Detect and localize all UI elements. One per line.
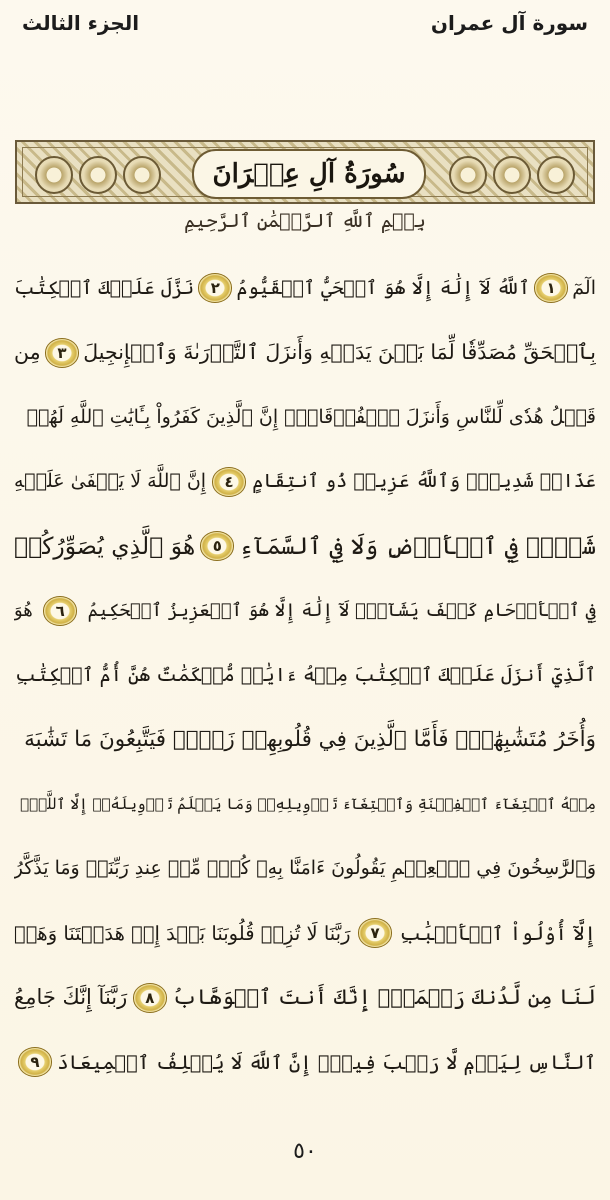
banner-ornament-icon [35, 156, 73, 194]
verse-text[interactable]: إِلَّآ أُوْلُواْ ٱلۡأَلۡبَٰبِ [399, 921, 596, 945]
basmala: بِسۡمِ ٱللَّهِ ٱلرَّحۡمَٰنِ ٱلرَّحِيمِ [184, 210, 426, 232]
verse-line [14, 772, 596, 837]
verse-text[interactable]: بِٱلۡحَقِّ مُصَدِّقٗا لِّمَا بَيۡنَ يَدَيۡهِ وَأَنزَلَ ٱلتَّوۡرَىٰةَ وَٱلۡإِنجِيلَ [83, 340, 596, 365]
surah-name: سُورَةُ آلِ عِمۡرَانَ [212, 159, 406, 189]
surah-title: سورة آل عمران [430, 11, 588, 35]
ayah-number-marker[interactable]: ٧ [358, 918, 392, 948]
verse-text[interactable]: ٱللَّهُ لَآ إِلَٰهَ إِلَّا هُوَ ٱلۡحَيُّ ٱلۡقَيُّومُ [236, 276, 530, 299]
surah-name-cartouche [192, 149, 426, 199]
ayah-number-marker[interactable]: ٨ [133, 983, 167, 1013]
verse-line [14, 450, 596, 515]
ayah-number-marker[interactable]: ١ [534, 273, 568, 303]
verse-text[interactable]: ٱلَّذِيٓ أَنزَلَ عَلَيۡكَ ٱلۡكِتَٰبَ مِنۡهُ ءَايَٰتٞ مُّحۡكَمَٰتٌ هُنَّ أُمُّ ٱلۡكِتَٰبِ [15, 663, 596, 686]
banner-ornament-icon [123, 156, 161, 194]
verse-text[interactable]: عَذَابٞ شَدِيدٞۗ وَٱللَّهُ عَزِيزٞ ذُو ٱنتِقَامٍ [252, 470, 596, 493]
page-header [0, 0, 610, 46]
verse-text[interactable]: هُوَ [14, 599, 33, 621]
verse-text[interactable]: فِي ٱلۡأَرۡحَامِ كَيۡفَ يَشَآءُۚ لَآ إِلَٰهَ إِلَّا هُوَ ٱلۡعَزِيزُ ٱلۡحَكِيمُ [87, 599, 596, 621]
verse-text[interactable]: وَأُخَرُ مُتَشَٰبِهَٰتٞۖ فَأَمَّا ٱلَّذِينَ فِي قُلُوبِهِمۡ زَيۡغٞ فَيَتَّبِعُونَ مَا تَشَٰبَهَ [24, 726, 596, 752]
verse-text[interactable]: قَبۡلُ هُدٗى لِّلنَّاسِ وَأَنزَلَ ٱلۡفُرۡقَانَۗ إِنَّ ٱلَّذِينَ كَفَرُواْ بِـَٔايَٰتِ ٱللَّهِ لَهُمۡ [26, 405, 596, 428]
verse-text[interactable]: مِنۡهُ ٱبۡتِغَآءَ ٱلۡفِتۡنَةِ وَٱبۡتِغَآءَ تَأۡوِيلِهِۦۖ وَمَا يَعۡلَمُ تَأۡوِيلَهُۥٓ إِلَّا ٱللَّهُۗ [20, 795, 596, 814]
surah-banner [15, 140, 595, 204]
verse-line [14, 901, 596, 966]
ayah-number-marker[interactable]: ٩ [18, 1047, 52, 1077]
verse-line [14, 1030, 596, 1095]
ayah-number-marker[interactable]: ٥ [200, 531, 234, 561]
verse-text[interactable]: الٓمٓ [572, 276, 596, 299]
verse-text[interactable]: نَزَّلَ عَلَيۡكَ ٱلۡكِتَٰبَ [14, 276, 195, 299]
verse-line [14, 579, 596, 644]
verse-line [14, 966, 596, 1031]
verse-text[interactable]: شَيۡءٞ فِي ٱلۡأَرۡضِ وَلَا فِي ٱلسَّمَآءِ [239, 532, 596, 561]
verse-text[interactable]: هُوَ ٱلَّذِي يُصَوِّرُكُمۡ [14, 532, 196, 561]
verse-text[interactable]: رَبَّنَا لَا تُزِغۡ قُلُوبَنَا بَعۡدَ إِذۡ هَدَيۡتَنَا وَهَبۡ [14, 921, 351, 945]
banner-ornament-icon [79, 156, 117, 194]
verse-line [14, 321, 596, 386]
ayah-number-marker[interactable]: ٣ [45, 338, 79, 368]
verse-line [14, 256, 596, 321]
verse-line [14, 708, 596, 773]
verse-line [14, 643, 596, 708]
banner-ornament-icon [537, 156, 575, 194]
verse-text[interactable]: لَنَا مِن لَّدُنكَ رَحۡمَةًۚ إِنَّكَ أَنتَ ٱلۡوَهَّابُ [172, 985, 596, 1010]
ayah-number-marker[interactable]: ٤ [212, 467, 246, 497]
verse-text[interactable]: وَٱلرَّٰسِخُونَ فِي ٱلۡعِلۡمِ يَقُولُونَ ءَامَنَّا بِهِۦ كُلّٞ مِّنۡ عِندِ رَبِّنَاۗ وَمَا يَذَّكَّرُ [14, 857, 596, 880]
verse-text[interactable]: رَبَّنَآ إِنَّكَ جَامِعُ [14, 985, 128, 1010]
verse-text[interactable]: إِنَّ ٱللَّهَ لَا يَخۡفَىٰ عَلَيۡهِ [14, 470, 207, 493]
page-number: ٥٠ [293, 1139, 317, 1164]
juz-title: الجزء الثالث [22, 11, 140, 35]
verse-line [14, 385, 596, 450]
banner-ornament-icon [493, 156, 531, 194]
verse-text[interactable]: ٱلنَّاسِ لِيَوۡمٖ لَّا رَيۡبَ فِيهِۚ إِنَّ ٱللَّهَ لَا يُخۡلِفُ ٱلۡمِيعَادَ [57, 1050, 596, 1074]
verse-text[interactable]: مِن [14, 340, 41, 365]
verse-line [14, 837, 596, 902]
verse-line [14, 514, 596, 579]
banner-ornament-icon [449, 156, 487, 194]
ayah-number-marker[interactable]: ٦ [43, 596, 77, 626]
ayah-number-marker[interactable]: ٢ [198, 273, 232, 303]
verse-text-block [14, 256, 596, 1095]
